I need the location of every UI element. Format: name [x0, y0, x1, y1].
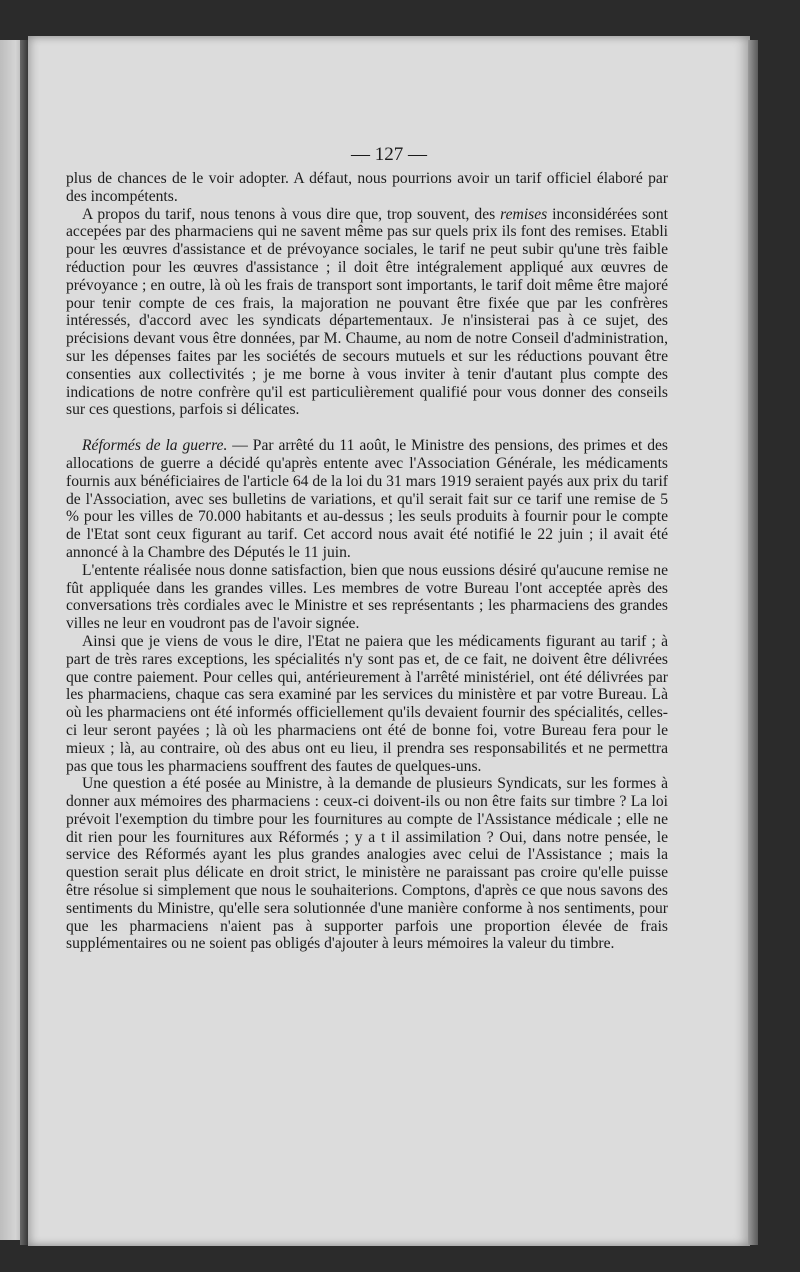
paragraph-2	[66, 206, 668, 420]
page-right-edge	[748, 40, 758, 1245]
paragraph-3	[66, 437, 668, 562]
page-body	[66, 170, 668, 953]
paragraph-text: plus de chances de le voir adopter. A défaut, nous pourrions avoir un tarif officiel élaboré par des incompétents.	[66, 170, 668, 205]
page-number: — 127 —	[351, 144, 427, 165]
paragraph-5	[66, 633, 668, 775]
paragraph-text: Ainsi que je viens de vous le dire, l'Etat ne paiera que les médicaments figurant au tarif ; à part de très rares exceptions, les spécialités n'y sont pas et, de ce fait, ne doivent être délivrées que contre paiement. Pour celles qui, antérieurement à l'arrêté ministériel, ont été délivrées par les pharmaciens, chaque cas sera examiné par les services du ministère et par votre Bureau. Là où les pharmaciens ont été informés officiellement qu'ils devaient fournir des spécialités, celles-ci leur seront payées ; là où les pharmaciens ont été de bonne foi, votre Bureau fera pour le mieux ; là, au contraire, où des abus ont eu lieu, il prendra ses responsabilités et ne permettra pas que tous les pharmaciens souffrent des fautes de quelques-uns.	[66, 632, 668, 775]
section-title: Réformés de la guerre.	[82, 437, 228, 455]
paragraph-text: — Par arrêté du 11 août, le Ministre des pensions, des primes et des allocations de guerre a décidé qu'après entente avec l'Association Générale, les médicaments fournis aux bénéficiaires de l'article 64 de la loi du 31 mars 1919 seraient payés aux prix du tarif de l'Association, avec ses bulletins de variations, et qu'il serait fait sur ce tarif une remise de 5 % pour les villes de 70.000 habitants et au-dessus ; les seuls produits à fournir pour le compte de l'Etat sont ceux figurant au tarif. Cet accord nous avait été notifié le 22 juin ; il avait été annoncé à la Chambre des Députés le 11 juin.	[66, 437, 668, 561]
paragraph-6	[66, 775, 668, 953]
paragraph-1	[66, 170, 668, 206]
paragraph-text: inconsidérées sont accepées par des pharmaciens qui ne savent même pas sur quels prix ils font des remises. Etabli pour les œuvres d'assistance et de prévoyance sociales, le tarif ne peut subir qu'une très faible réduction pour les œuvres d'assistance ; il doit être intégralement appliqué aux œuvres de prévoyance ; en outre, là où les frais de transport sont importants, le tarif doit même être majoré pour tenir compte de ces frais, la majoration ne pouvant être fixée que par les confrères intéressés, d'accord avec les syndicats départementaux. Je n'insisterai pas à ce sujet, des précisions devant vous être données, par M. Chaume, au nom de notre Conseil d'administration, sur les dépenses faites par les sociétés de secours mutuels et sur les réductions pouvant être consenties aux collectivités ; je me borne à vous inviter à tenir d'autant plus compte des indications de notre confrère qu'il est particulièrement qualifié pour vous donner des conseils sur ces questions, parfois si délicates.	[66, 205, 668, 419]
paragraph-4	[66, 562, 668, 633]
emphasis-remises: remises	[500, 205, 548, 223]
paragraph-text: A propos du tarif, nous tenons à vous dire que, trop souvent, des	[82, 205, 501, 223]
paragraph-text: Une question a été posée au Ministre, à la demande de plusieurs Syndicats, sur les formes à donner aux mémoires des pharmaciens : ceux-ci doivent-ils ou non être faits sur timbre ? La loi prévoit l'exemption du timbre pour les fournitures au compte de l'Assistance médicale ; elle ne dit rien pour les fournitures aux Réformés ; y a t il assimilation ? Oui, dans notre pensée, le service des Réformés ayant les plus grandes analogies avec celui de l'Assistance ; mais la question serait plus délicate en droit strict, le ministère ne paraissant pas croire qu'elle puisse être résolue si simplement que nous le souhaiterions. Comptons, d'après ce que nous savons des sentiments du Ministre, qu'elle sera solutionnée d'une manière conforme à nos sentiments, pour que les pharmaciens n'aient pas à supporter parfois une proportion élevée de frais supplémentaires ou ne soient pas obligés d'ajouter à leurs mémoires la valeur du timbre.	[66, 775, 668, 953]
book-page	[28, 36, 750, 1246]
paragraph-text: L'entente réalisée nous donne satisfaction, bien que nous eussions désiré qu'aucune remise ne fût appliquée dans les grandes villes. Les membres de votre Bureau l'ont acceptée après des conversations très cordiales avec le Ministre et ses représentants ; les pharmaciens des grandes villes ne leur en voudront pas de l'avoir signée.	[66, 561, 668, 633]
